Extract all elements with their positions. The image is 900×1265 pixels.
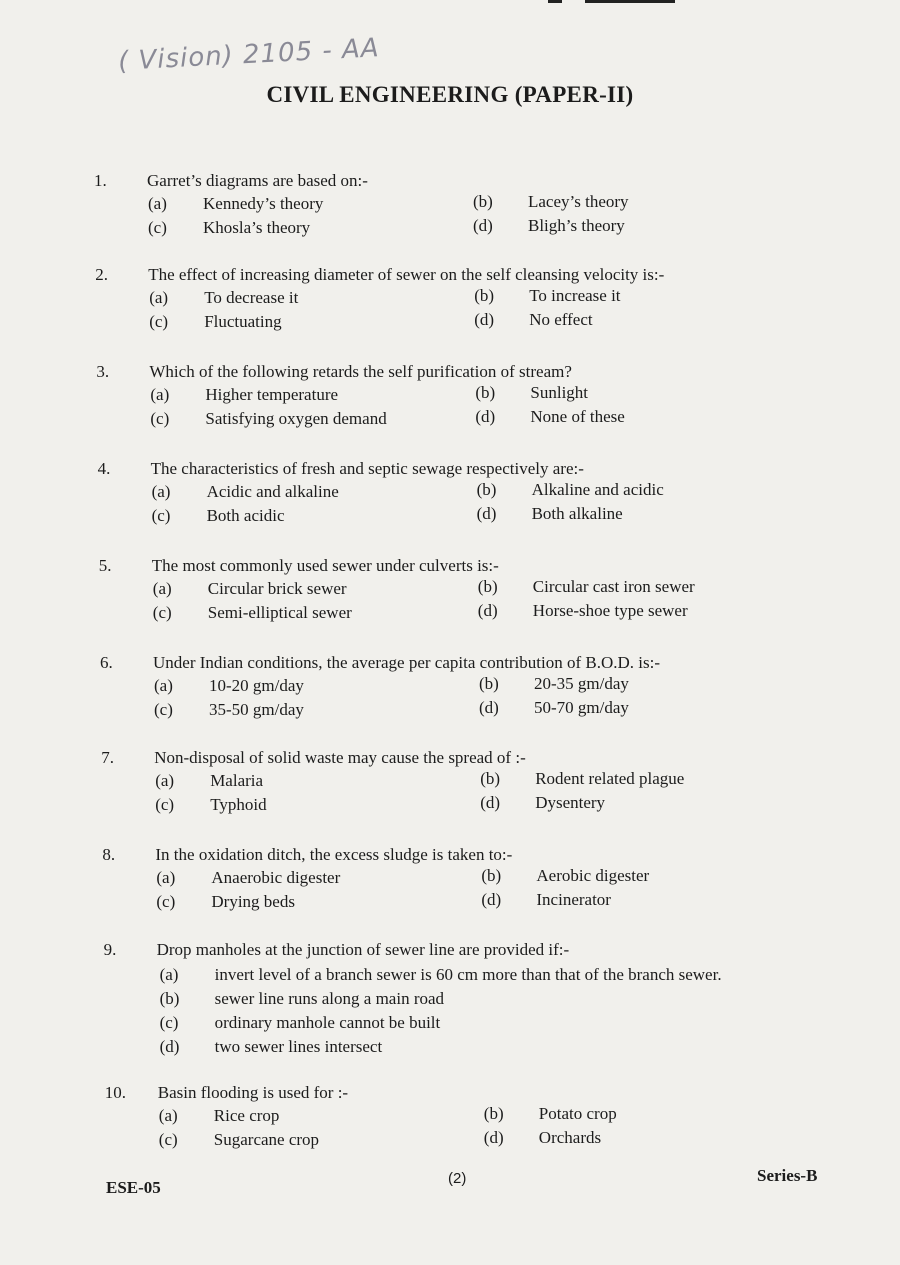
option-text: Incinerator — [536, 890, 611, 909]
option-text: Drying beds — [211, 892, 295, 911]
option-text: invert level of a branch sewer is 60 cm more than that of the branch sewer. — [214, 965, 722, 984]
page-number: (2) — [448, 1170, 467, 1187]
option-label: (b) — [477, 577, 498, 596]
option-label: (a) — [148, 194, 167, 213]
question-text: Non-disposal of solid waste may cause the spread of :- — [154, 748, 526, 767]
option-text: Both alkaline — [531, 504, 623, 523]
option-text: Satisfying oxygen demand — [205, 409, 387, 428]
question-text: In the oxidation ditch, the excess sludge is taken to:- — [155, 845, 513, 864]
option-label: (d) — [474, 310, 495, 329]
option-text: ordinary manhole cannot be built — [214, 1013, 441, 1032]
top-edge-mark — [548, 0, 562, 3]
option-label: (c) — [150, 409, 170, 428]
option-text: Anaerobic digester — [211, 868, 341, 887]
option-text: None of these — [530, 407, 625, 426]
option-label: (a) — [159, 965, 179, 984]
question-text: Garret’s diagrams are based on:- — [147, 171, 368, 190]
option-label: (d) — [477, 601, 498, 620]
option-text: Acidic and alkaline — [206, 482, 339, 501]
option-label: (c) — [159, 1013, 179, 1032]
option-label: (d) — [483, 1128, 504, 1147]
option-label: (c) — [155, 795, 175, 814]
question-number: 8. — [102, 845, 116, 864]
option-label: (b) — [480, 769, 501, 788]
option-text: Malaria — [210, 771, 264, 790]
question-text: Under Indian conditions, the average per capita contribution of B.O.D. is:- — [153, 653, 661, 672]
option-label: (b) — [479, 674, 499, 693]
option-text: Kennedy’s theory — [203, 194, 324, 213]
option-label: (b) — [474, 286, 495, 305]
question-number: 10. — [104, 1083, 127, 1102]
option-label: (d) — [475, 407, 496, 426]
question-number: 5. — [98, 556, 112, 575]
question-text: Basin flooding is used for :- — [157, 1083, 349, 1102]
question-number: 7. — [101, 748, 114, 767]
option-text: Khosla’s theory — [203, 218, 311, 237]
option-text: 50-70 gm/day — [534, 698, 629, 717]
option-label: (c) — [158, 1130, 178, 1149]
option-label: (b) — [159, 989, 180, 1008]
option-label: (c) — [154, 700, 173, 719]
top-edge-mark — [585, 0, 675, 3]
option-label: (b) — [483, 1104, 504, 1123]
option-label: (d) — [159, 1037, 180, 1056]
option-text: Alkaline and acidic — [531, 480, 664, 499]
option-label: (a) — [151, 482, 171, 501]
option-text: Orchards — [538, 1128, 602, 1147]
question-number: 6. — [100, 653, 113, 672]
option-text: Semi-elliptical sewer — [207, 603, 352, 622]
option-label: (d) — [480, 793, 501, 812]
question-number: 3. — [96, 362, 110, 381]
option-text: Rodent related plague — [535, 769, 685, 788]
option-text: Aerobic digester — [536, 866, 650, 885]
page-title: CIVIL ENGINEERING (PAPER-II) — [266, 82, 634, 107]
question-text: The most commonly used sewer under culverts is:- — [151, 556, 499, 575]
option-label: (a) — [158, 1106, 178, 1125]
option-text: No effect — [529, 310, 593, 329]
option-text: Dysentery — [535, 793, 606, 812]
option-text: Higher temperature — [205, 385, 339, 404]
option-text: Lacey’s theory — [528, 192, 629, 211]
option-label: (d) — [479, 698, 499, 717]
option-text: Typhoid — [210, 795, 267, 814]
option-label: (c) — [148, 218, 167, 237]
option-text: 20-35 gm/day — [534, 674, 629, 693]
option-label: (c) — [149, 312, 169, 331]
option-text: 10-20 gm/day — [209, 676, 304, 695]
option-text: To increase it — [529, 286, 621, 305]
option-text: Fluctuating — [204, 312, 282, 331]
option-label: (a) — [155, 771, 175, 790]
option-label: (b) — [473, 192, 493, 211]
option-label: (a) — [150, 385, 170, 404]
option-label: (b) — [475, 383, 496, 402]
option-text: Circular brick sewer — [207, 579, 347, 598]
option-label: (c) — [152, 603, 172, 622]
option-label: (a) — [156, 868, 176, 887]
question-number: 1. — [94, 171, 107, 190]
question-number: 2. — [95, 265, 108, 284]
option-text: Horse-shoe type sewer — [532, 601, 688, 620]
option-label: (c) — [156, 892, 176, 911]
option-text: Circular cast iron sewer — [532, 577, 695, 596]
question-text: Drop manholes at the junction of sewer line are provided if:- — [156, 940, 570, 959]
option-text: Both acidic — [206, 506, 285, 525]
option-label: (b) — [481, 866, 502, 885]
option-label: (a) — [149, 288, 169, 307]
question-text: Which of the following retards the self purification of stream? — [149, 362, 572, 381]
option-label: (b) — [476, 480, 497, 499]
question-text: The effect of increasing diameter of sewer on the self cleansing velocity is:- — [148, 265, 665, 284]
option-label: (a) — [152, 579, 172, 598]
option-label: (c) — [151, 506, 171, 525]
option-text: Sugarcane crop — [213, 1130, 320, 1149]
question-number: 9. — [103, 940, 117, 959]
option-text: 35-50 gm/day — [209, 700, 304, 719]
series-label: Series-B — [757, 1166, 818, 1185]
option-label: (d) — [473, 216, 493, 235]
question-number: 4. — [97, 459, 111, 478]
option-label: (d) — [476, 504, 497, 523]
option-label: (a) — [154, 676, 173, 695]
option-label: (d) — [481, 890, 502, 909]
option-text: Potato crop — [538, 1104, 617, 1123]
handwritten-note: ( Vision) 2105 - AA — [117, 33, 381, 77]
paper-code: ESE-05 — [106, 1178, 161, 1197]
option-text: Bligh’s theory — [528, 216, 625, 235]
option-text: sewer line runs along a main road — [214, 989, 445, 1008]
question-text: The characteristics of fresh and septic sewage respectively are:- — [150, 459, 584, 478]
option-text: Rice crop — [213, 1106, 280, 1125]
option-text: two sewer lines intersect — [214, 1037, 383, 1056]
option-text: To decrease it — [204, 288, 299, 307]
option-text: Sunlight — [530, 383, 589, 402]
